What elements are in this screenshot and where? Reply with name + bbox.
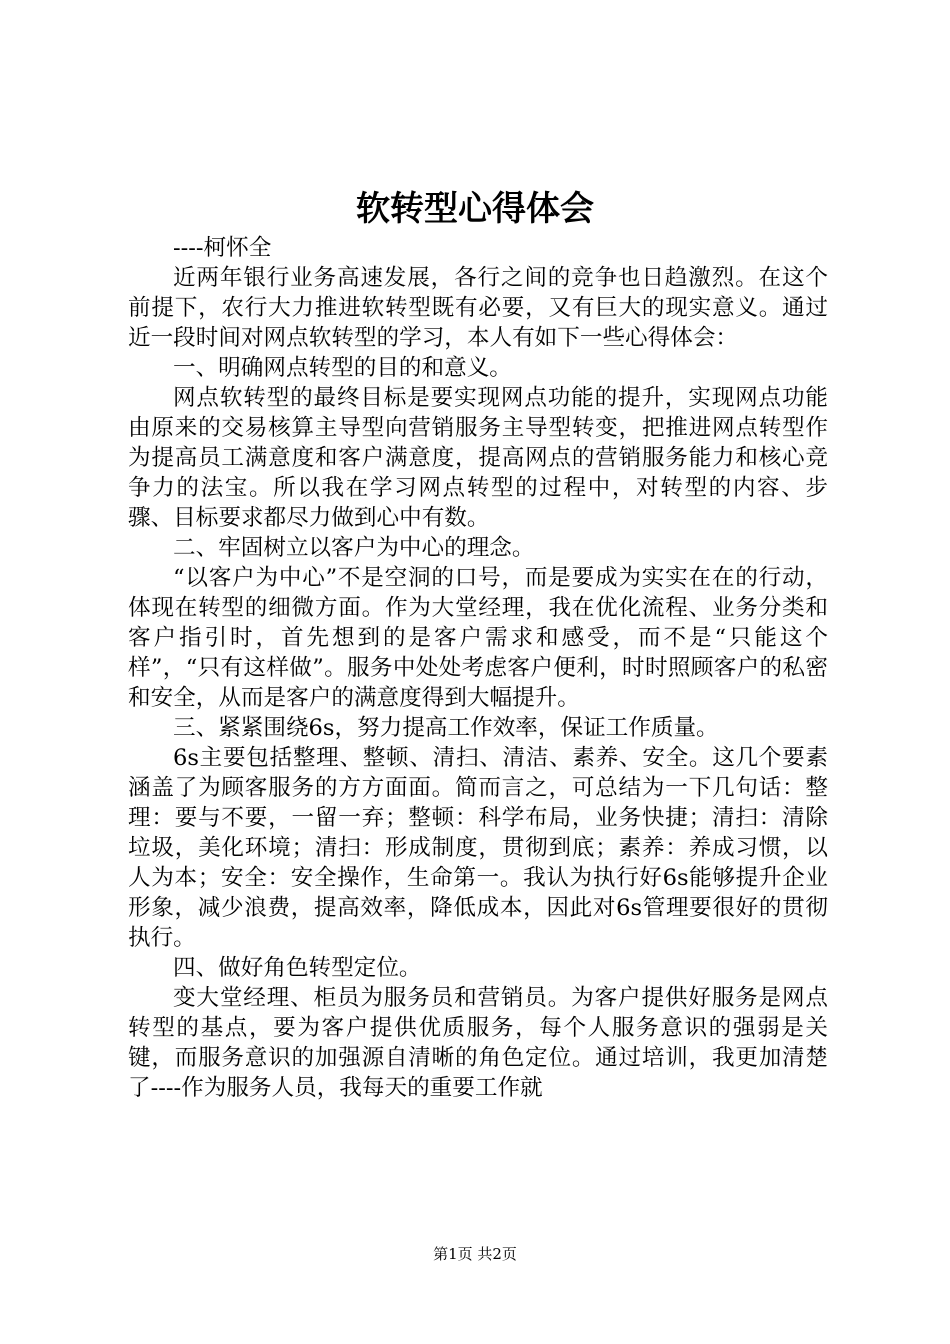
document-title: 软转型心得体会 bbox=[356, 189, 594, 229]
page-footer: 第1页 共2页 bbox=[433, 1245, 517, 1263]
paragraph: 变大堂经理、柜员为服务员和营销员。为客户提供好服务是网点转型的基点，要为客户提供优质服务，每个人服务意识的强弱是关键，而服务意识的加强源自清晰的角色定位。通过培训，我更加清楚了----作为服务人员，我每天的重要工作就 bbox=[128, 985, 828, 1101]
paragraph: 6s主要包括整理、整顿、清扫、清洁、素养、安全。这几个要素涵盖了为顾客服务的方方面面。简而言之，可总结为一下几句话：整理：要与不要，一留一弃；整顿：科学布局，业务快捷；清扫：清除垃圾，美化环境；清扫：形成制度，贯彻到底；素养：养成习惯，以人为本；安全：安全操作，生命第一。我认为执行好6s能够提升企业形象，减少浪费，提高效率，降低成本，因此对6s管理要很好的贯彻执行。 bbox=[128, 745, 828, 951]
section-heading: 四、做好角色转型定位。 bbox=[173, 955, 422, 981]
paragraph: 网点软转型的最终目标是要实现网点功能的提升，实现网点功能由原来的交易核算主导型向营销服务主导型转变，把推进网点转型作为提高员工满意度和客户满意度，提高网点的营销服务能力和核心竞争力的法宝。所以我在学习网点转型的过程中，对转型的内容、步骤、目标要求都尽力做到心中有数。 bbox=[128, 385, 828, 531]
author-line: ----柯怀全 bbox=[173, 235, 272, 261]
document-body bbox=[128, 233, 828, 1103]
section-heading: 三、紧紧围绕6s，努力提高工作效率，保证工作质量。 bbox=[173, 715, 719, 741]
section-heading: 一、明确网点转型的目的和意义。 bbox=[173, 355, 512, 381]
paragraph: 近两年银行业务高速发展，各行之间的竞争也日趋激烈。在这个前提下，农行大力推进软转型既有必要，又有巨大的现实意义。通过近一段时间对网点软转型的学习，本人有如下一些心得体会： bbox=[128, 265, 828, 351]
section-heading: 二、牢固树立以客户为中心的理念。 bbox=[173, 535, 535, 561]
paragraph: “以客户为中心”不是空洞的口号，而是要成为实实在在的行动，体现在转型的细微方面。作为大堂经理，我在优化流程、业务分类和客户指引时，首先想到的是客户需求和感受，而不是“只能这个样”，“只有这样做”。服务中处处考虑客户便利，时时照顾客户的私密和安全，从而是客户的满意度得到大幅提升。 bbox=[128, 565, 828, 711]
